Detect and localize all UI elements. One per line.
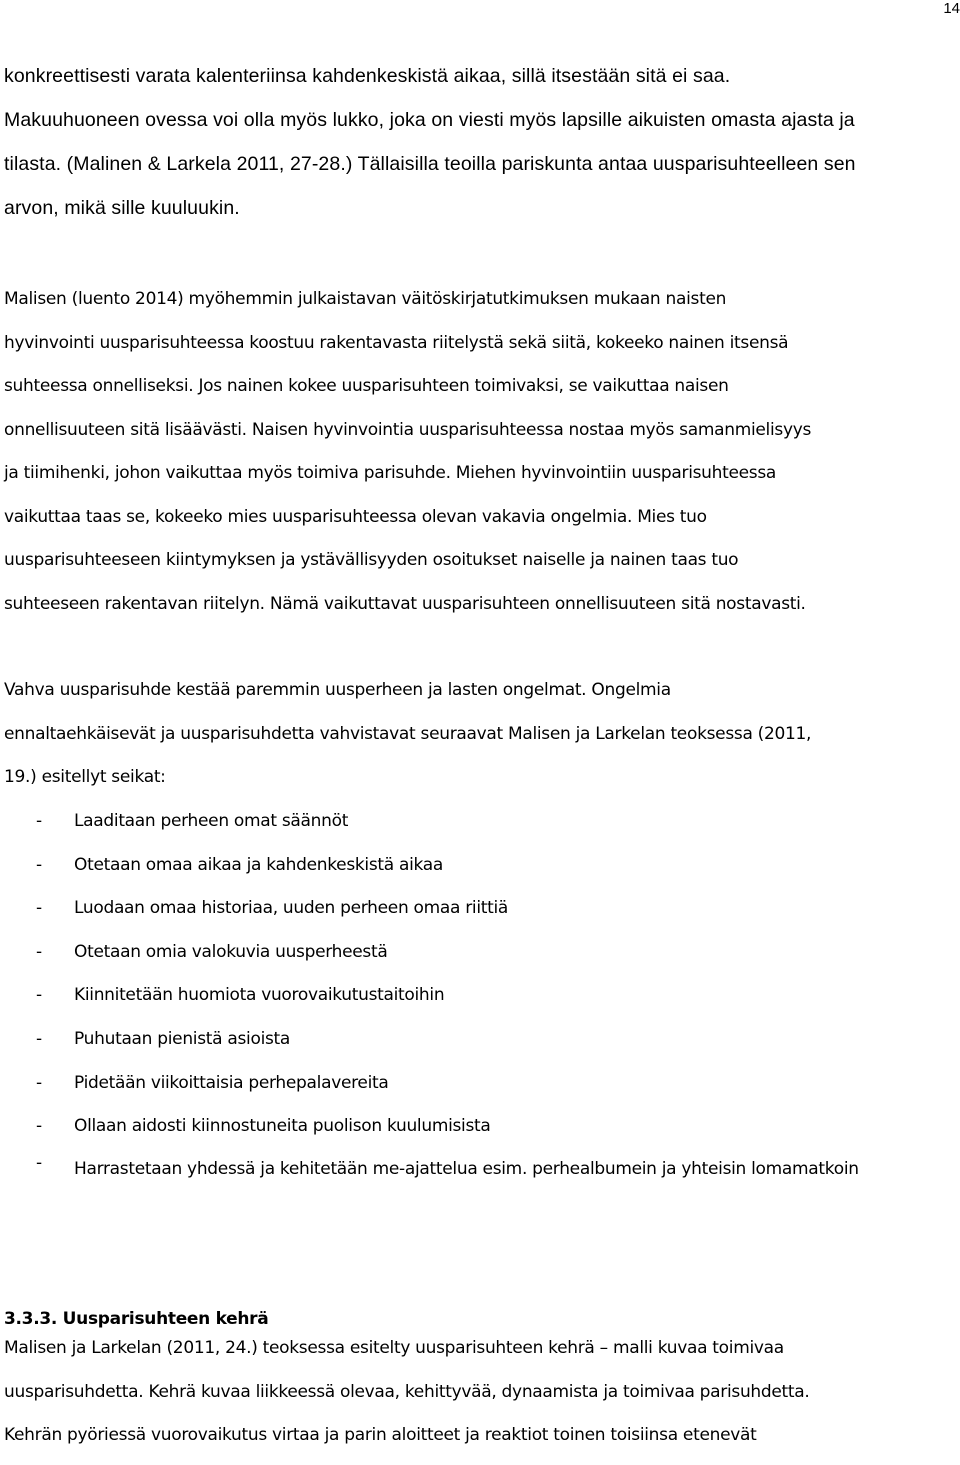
page-number: 14	[943, 0, 960, 17]
list-dash: -	[36, 1072, 42, 1093]
text-line: Malisen (luento 2014) myöhemmin julkaistavan väitöskirjatutkimuksen mukaan naisten	[4, 289, 727, 309]
text-line: konkreettisesti varata kalenteriinsa kahdenkeskistä aikaa, sillä itsestään sitä ei saa.	[4, 65, 731, 87]
list-dash: -	[36, 941, 42, 962]
list-item	[36, 1024, 894, 1068]
list-item-text: Harrastetaan yhdessä ja kehitetään me-ajattelua esim. perhealbumein ja yhteisin lomamatkoin	[74, 1158, 859, 1179]
text-line: tilasta. (Malinen & Larkela 2011, 27-28.) Tällaisilla teoilla pariskunta antaa uusparisuhteelleen sen	[4, 153, 856, 175]
text-line: vaikuttaa taas se, kokeeko mies uusparisuhteessa olevan vakavia ongelmia. Mies tuo	[4, 506, 707, 527]
text-line: Kehrän pyöriessä vuorovaikutus virtaa ja parin aloitteet ja reaktiot toinen toisiinsa etenevät	[4, 1425, 757, 1445]
list-item	[36, 850, 894, 894]
list-dash: -	[36, 854, 42, 875]
list-item-text: Luodaan omaa historiaa, uuden perheen omaa riittiä	[74, 898, 509, 919]
text-line: 19.) esitellyt seikat:	[4, 767, 166, 787]
list-item-text: Ollaan aidosti kiinnostuneita puolison kuulumisista	[74, 1116, 491, 1137]
text-line: suhteessa onnelliseksi. Jos nainen kokee uusparisuhteen toimivaksi, se vaikuttaa naisen	[4, 376, 729, 396]
list-dash: -	[36, 1152, 42, 1173]
list-item-text: Otetaan omaa aikaa ja kahdenkeskistä aikaa	[74, 854, 444, 875]
text-line: Malisen ja Larkelan (2011, 24.) teoksessa esitelty uusparisuhteen kehrä – malli kuvaa toimivaa	[4, 1338, 784, 1358]
list-dash: -	[36, 811, 42, 831]
list-dash: -	[36, 985, 42, 1006]
list-item	[36, 937, 894, 981]
list-item	[36, 1148, 894, 1235]
list-item	[36, 893, 894, 937]
list-item-text: Puhutaan pienistä asioista	[74, 1028, 291, 1049]
list-dash: -	[36, 898, 42, 919]
text-line: hyvinvointi uusparisuhteessa koostuu rakentavasta riitelystä sekä siitä, kokeeko nainen itsensä	[4, 332, 789, 353]
paragraph-kehra	[4, 1334, 810, 1465]
text-line: uusparisuhteeseen kiintymyksen ja ystävällisyyden osoitukset naiselle ja nainen taas tuo	[4, 550, 739, 570]
list-item	[36, 806, 894, 850]
section-heading: 3.3.3. Uusparisuhteen kehrä	[4, 1309, 269, 1329]
paragraph-intro	[4, 61, 856, 237]
text-line: Makuuhuoneen ovessa voi olla myös lukko, joka on viesti myös lapsille aikuisten omasta ajasta ja	[4, 109, 855, 131]
list-item	[36, 980, 894, 1024]
list-item-text: Laaditaan perheen omat säännöt	[74, 811, 349, 831]
paragraph-strong-relationship	[4, 675, 811, 806]
list-dash: -	[36, 1116, 42, 1137]
tips-list	[36, 806, 894, 1235]
list-item-text: Pidetään viikoittaisia perhepalavereita	[74, 1072, 389, 1093]
paragraph-wellbeing	[4, 284, 811, 632]
text-line: Vahva uusparisuhde kestää paremmin uusperheen ja lasten ongelmat. Ongelmia	[4, 680, 671, 700]
list-dash: -	[36, 1028, 42, 1049]
text-line: ja tiimihenki, johon vaikuttaa myös toimiva parisuhde. Miehen hyvinvointiin uusparisuhteessa	[4, 463, 777, 483]
text-line: uusparisuhdetta. Kehrä kuvaa liikkeessä olevaa, kehittyvää, dynaamista ja toimivaa parisuhdetta.	[4, 1381, 810, 1402]
list-item	[36, 1068, 894, 1112]
text-line: onnellisuuteen sitä lisäävästi. Naisen hyvinvointia uusparisuhteessa nostaa myös samanmielisyys	[4, 419, 812, 440]
text-line: arvon, mikä sille kuuluukin.	[4, 197, 240, 219]
list-item-text: Otetaan omia valokuvia uusperheestä	[74, 941, 388, 962]
list-item-text: Kiinnitetään huomiota vuorovaikutustaitoihin	[74, 985, 445, 1006]
text-line: ennaltaehkäisevät ja uusparisuhdetta vahvistavat seuraavat Malisen ja Larkelan teoksessa (2011,	[4, 723, 812, 744]
text-line: suhteeseen rakentavan riitelyn. Nämä vaikuttavat uusparisuhteen onnellisuuteen sitä nostavasti.	[4, 593, 806, 614]
